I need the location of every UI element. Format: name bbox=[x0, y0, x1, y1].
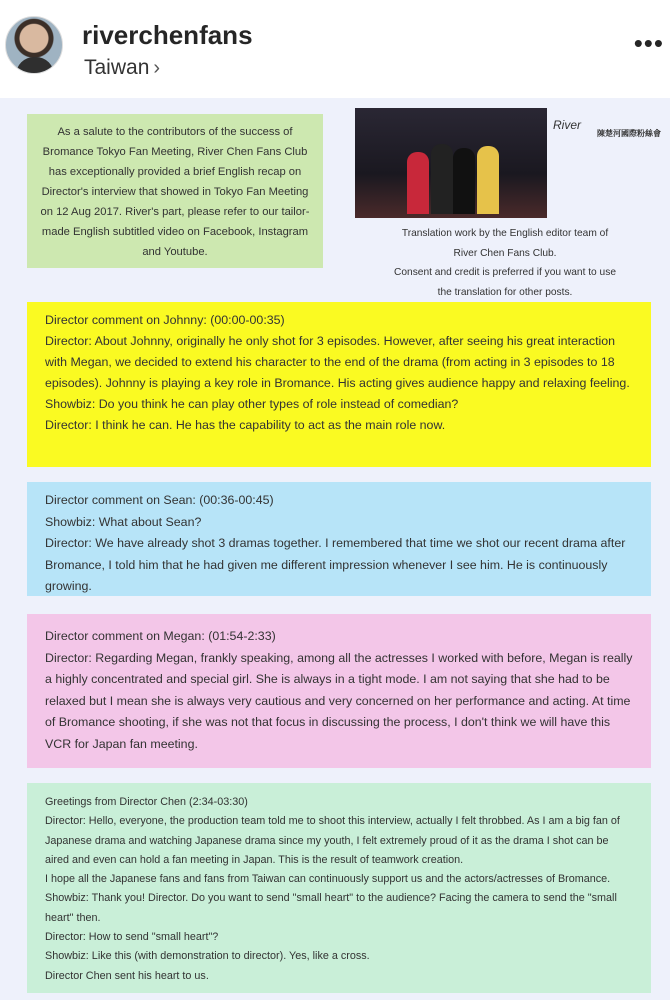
section-paragraph: Director: We have already shot 3 dramas together. I remembered that time we shot our recent drama after Bromance, I told him that he had given me different impression whenever I see him. He is continuously growing. bbox=[45, 536, 626, 593]
person-figure bbox=[453, 148, 475, 214]
section-heading: Director comment on Sean: (00:36-00:45) bbox=[45, 493, 274, 507]
section-paragraph: Director: I think he can. He has the capability to act as the main role now. bbox=[45, 418, 446, 432]
section-heading: Director comment on Megan: (01:54-2:33) bbox=[45, 629, 276, 643]
sean-section bbox=[27, 482, 651, 596]
section-paragraph: I hope all the Japanese fans and fans from Taiwan can continuously support us and the actors/actresses of Bromance. bbox=[45, 873, 611, 886]
section-paragraph: Director Chen sent his heart to us. bbox=[45, 969, 209, 982]
credit-line: Consent and credit is preferred if you want to use bbox=[394, 267, 616, 278]
section-paragraph: Showbiz: Like this (with demonstration to director). Yes, like a cross. bbox=[45, 950, 370, 963]
intro-text: As a salute to the contributors of the success of Bromance Tokyo Fan Meeting, River Chen Fans Club has exceptionally provided a brief English recap on Director's interview that showed in Tokyo Fan Meeting on 12 Aug 2017. River's part, please refer to our tailor-made English subtitled video on Facebook, Instagram and Youtube. bbox=[40, 126, 310, 258]
location-link[interactable] bbox=[84, 56, 160, 80]
megan-section bbox=[27, 614, 651, 768]
section-paragraph: Director: How to send "small heart"? bbox=[45, 931, 219, 944]
post-header bbox=[0, 0, 670, 98]
credit-line: the translation for other posts. bbox=[437, 286, 573, 298]
section-paragraph: Showbiz: Thank you! Director. Do you want to send "small heart" to the audience? Facing the camera to send the "small heart" then. bbox=[45, 892, 617, 924]
credit-line: Translation work by the English editor team of bbox=[401, 228, 609, 239]
avatar-figure bbox=[16, 57, 54, 74]
section-heading: Greetings from Director Chen (2:34-03:30) bbox=[45, 796, 248, 808]
section-paragraph: Director: About Johnny, originally he only shot for 3 episodes. However, after seeing his great interaction with Megan, we decided to extend his character to the end of the drama (from acting in 3 episodes to 18 episodes). Johnny is playing a key role in Bromance. His acting gives audience happy and relaxing feeling. bbox=[45, 334, 630, 390]
intro-box bbox=[27, 114, 323, 268]
translation-credit bbox=[355, 224, 655, 302]
section-heading: Director comment on Johnny: (00:00-00:35) bbox=[45, 313, 285, 327]
location-label: Taiwan bbox=[84, 56, 150, 79]
person-figure bbox=[477, 146, 499, 214]
section-paragraph: Director: Regarding Megan, frankly speaking, among all the actresses I worked with before, Megan is really a highly concentrated and special girl. She is always in a tight mode. I am not saying that she had to be relaxed but I mean she is always very cautious and very concerned on her performance and acting. At time of Bromance shooting, if she was not that focus in discussing the process, I don't think we will have this VCR for Japan fan meeting. bbox=[45, 650, 633, 751]
section-paragraph: Showbiz: Do you think he can play other types of role instead of comedian? bbox=[45, 397, 459, 411]
person-figure bbox=[407, 152, 429, 214]
logo-name: 陳楚河國際粉絲會 bbox=[597, 129, 661, 138]
avatar[interactable] bbox=[5, 16, 63, 74]
greetings-section bbox=[27, 783, 651, 993]
person-figure bbox=[431, 144, 453, 214]
stage-photo bbox=[355, 108, 547, 218]
chevron-right-icon: › bbox=[153, 57, 161, 79]
credit-line: River Chen Fans Club. bbox=[453, 247, 557, 259]
username[interactable]: riverchenfans bbox=[82, 20, 253, 50]
post-image bbox=[0, 98, 670, 1000]
section-paragraph: Showbiz: What about Sean? bbox=[45, 514, 202, 529]
fan-club-logo bbox=[553, 118, 663, 178]
johnny-section bbox=[27, 302, 651, 467]
more-options-icon[interactable]: ••• bbox=[633, 28, 664, 58]
logo-mark: River bbox=[553, 118, 582, 132]
section-paragraph: Director: Hello, everyone, the production team told me to shoot this interview, actually I felt throbbed. As I am a big fan of Japanese drama and watching Japanese drama since my youth, I felt extremely proud of it as the drama I shot can be aired and even can hold a fan meeting in Japan. This is the result of teamwork creation. bbox=[45, 815, 620, 866]
